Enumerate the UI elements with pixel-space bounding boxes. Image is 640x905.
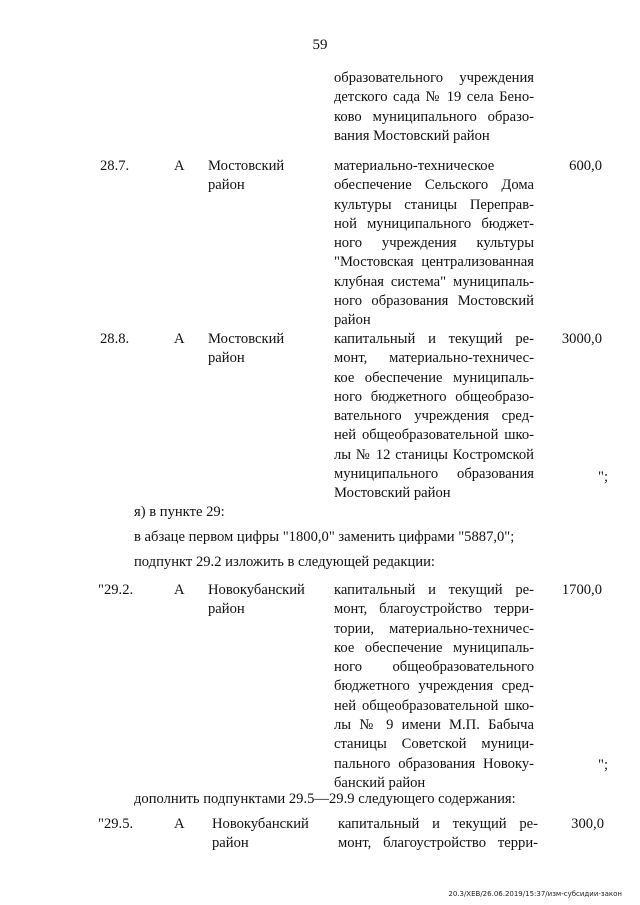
row-letter: А <box>174 582 185 598</box>
paragraph-replace-figures: в абзаце первом цифры "1800,0" заменить цифрами "5887,0"; <box>134 529 515 545</box>
description-line: "Мостовская централизованная <box>334 254 534 271</box>
row-area: Мостовский <box>208 158 285 174</box>
row-number: 28.8. <box>100 331 130 347</box>
row-letter: А <box>174 331 185 347</box>
row-letter: А <box>174 158 185 174</box>
description-line: тории, материально-техничес- <box>334 620 534 637</box>
description-line: капитальный и текущий ре- <box>334 582 534 598</box>
row-number: "29.5. <box>98 816 134 832</box>
description-line: район <box>334 312 371 329</box>
description-line: Мостовский район <box>334 485 451 502</box>
row-description-continued <box>334 69 534 146</box>
description-line: ного образования Мостовский <box>334 293 534 310</box>
page-number: 59 <box>312 37 328 53</box>
row-area: район <box>208 601 245 617</box>
description-line: капитальный и текущий ре- <box>338 816 538 832</box>
description-line: монт, благоустройство терри- <box>338 835 538 852</box>
row-amount: 300,0 <box>571 816 604 832</box>
row-number: "29.2. <box>98 582 134 598</box>
description-line: образовательного учреждения <box>334 70 534 86</box>
row-area: Новокубанский <box>208 582 305 598</box>
description-line: станицы Советской муници- <box>334 736 534 753</box>
description-line: лы № 12 станицы Костромской <box>334 446 534 463</box>
row-amount: 3000,0 <box>561 331 602 347</box>
description-line: клубная система" муниципаль- <box>334 273 534 290</box>
description-line: вательного учреждения сред- <box>334 408 534 425</box>
description-line: культуры станицы Переправ- <box>334 196 534 213</box>
description-line: ного бюджетного общеобразо- <box>334 388 534 405</box>
row-area: район <box>212 835 249 851</box>
description-line: бюджетного учреждения сред- <box>334 678 534 695</box>
row-area: Мостовский <box>208 331 285 347</box>
row-amount: 1700,0 <box>561 582 602 598</box>
description-line: кое обеспечение муниципаль- <box>334 639 534 656</box>
description-line: ково муниципального образо- <box>334 108 534 125</box>
row-amount: 600,0 <box>569 158 602 174</box>
row-letter: А <box>174 816 185 832</box>
row-number: 28.7. <box>100 158 130 174</box>
description-line: лы № 9 имени М.П. Бабыча <box>334 717 534 734</box>
document-footer-stamp: 20.3/ХЕВ/26.06.2019/15:37/изм-субсидии-закон <box>448 890 622 898</box>
description-line: монт, материально-техничес- <box>334 350 534 367</box>
description-line: материально-техническое <box>334 158 495 174</box>
description-line: вания Мостовский район <box>334 127 490 144</box>
description-line: банский район <box>334 774 426 791</box>
description-line: ней общеобразовательной шко- <box>334 427 534 444</box>
description-line: кое обеспечение муниципаль- <box>334 369 534 386</box>
paragraph-subitem-29-2: подпункт 29.2 изложить в следующей редакции: <box>134 554 435 570</box>
paragraph-supplement: дополнить подпунктами 29.5—29.9 следующего содержания: <box>134 791 516 807</box>
closing-quote: "; <box>598 757 609 773</box>
description-line: ной муниципального бюджет- <box>334 215 534 232</box>
description-line: муниципального образования <box>334 466 534 483</box>
row-description <box>334 157 534 331</box>
description-line: монт, благоустройство терри- <box>334 601 534 618</box>
description-line: ней общеобразовательной шко- <box>334 697 534 714</box>
row-description <box>334 581 534 793</box>
description-line: ного общеобразовательного <box>334 659 534 676</box>
row-area: Новокубанский <box>212 816 309 832</box>
row-description <box>334 330 534 504</box>
row-description <box>338 815 538 854</box>
row-area: район <box>208 177 245 193</box>
description-line: обеспечение Сельского Дома <box>334 177 534 194</box>
description-line: ного учреждения культуры <box>334 235 534 252</box>
row-area: район <box>208 350 245 366</box>
closing-quote: "; <box>598 469 609 485</box>
description-line: пального образования Новоку- <box>334 755 534 772</box>
description-line: детского сада № 19 села Бено- <box>334 89 534 106</box>
description-line: капитальный и текущий ре- <box>334 331 534 347</box>
paragraph-item-ya: я) в пункте 29: <box>134 504 225 520</box>
